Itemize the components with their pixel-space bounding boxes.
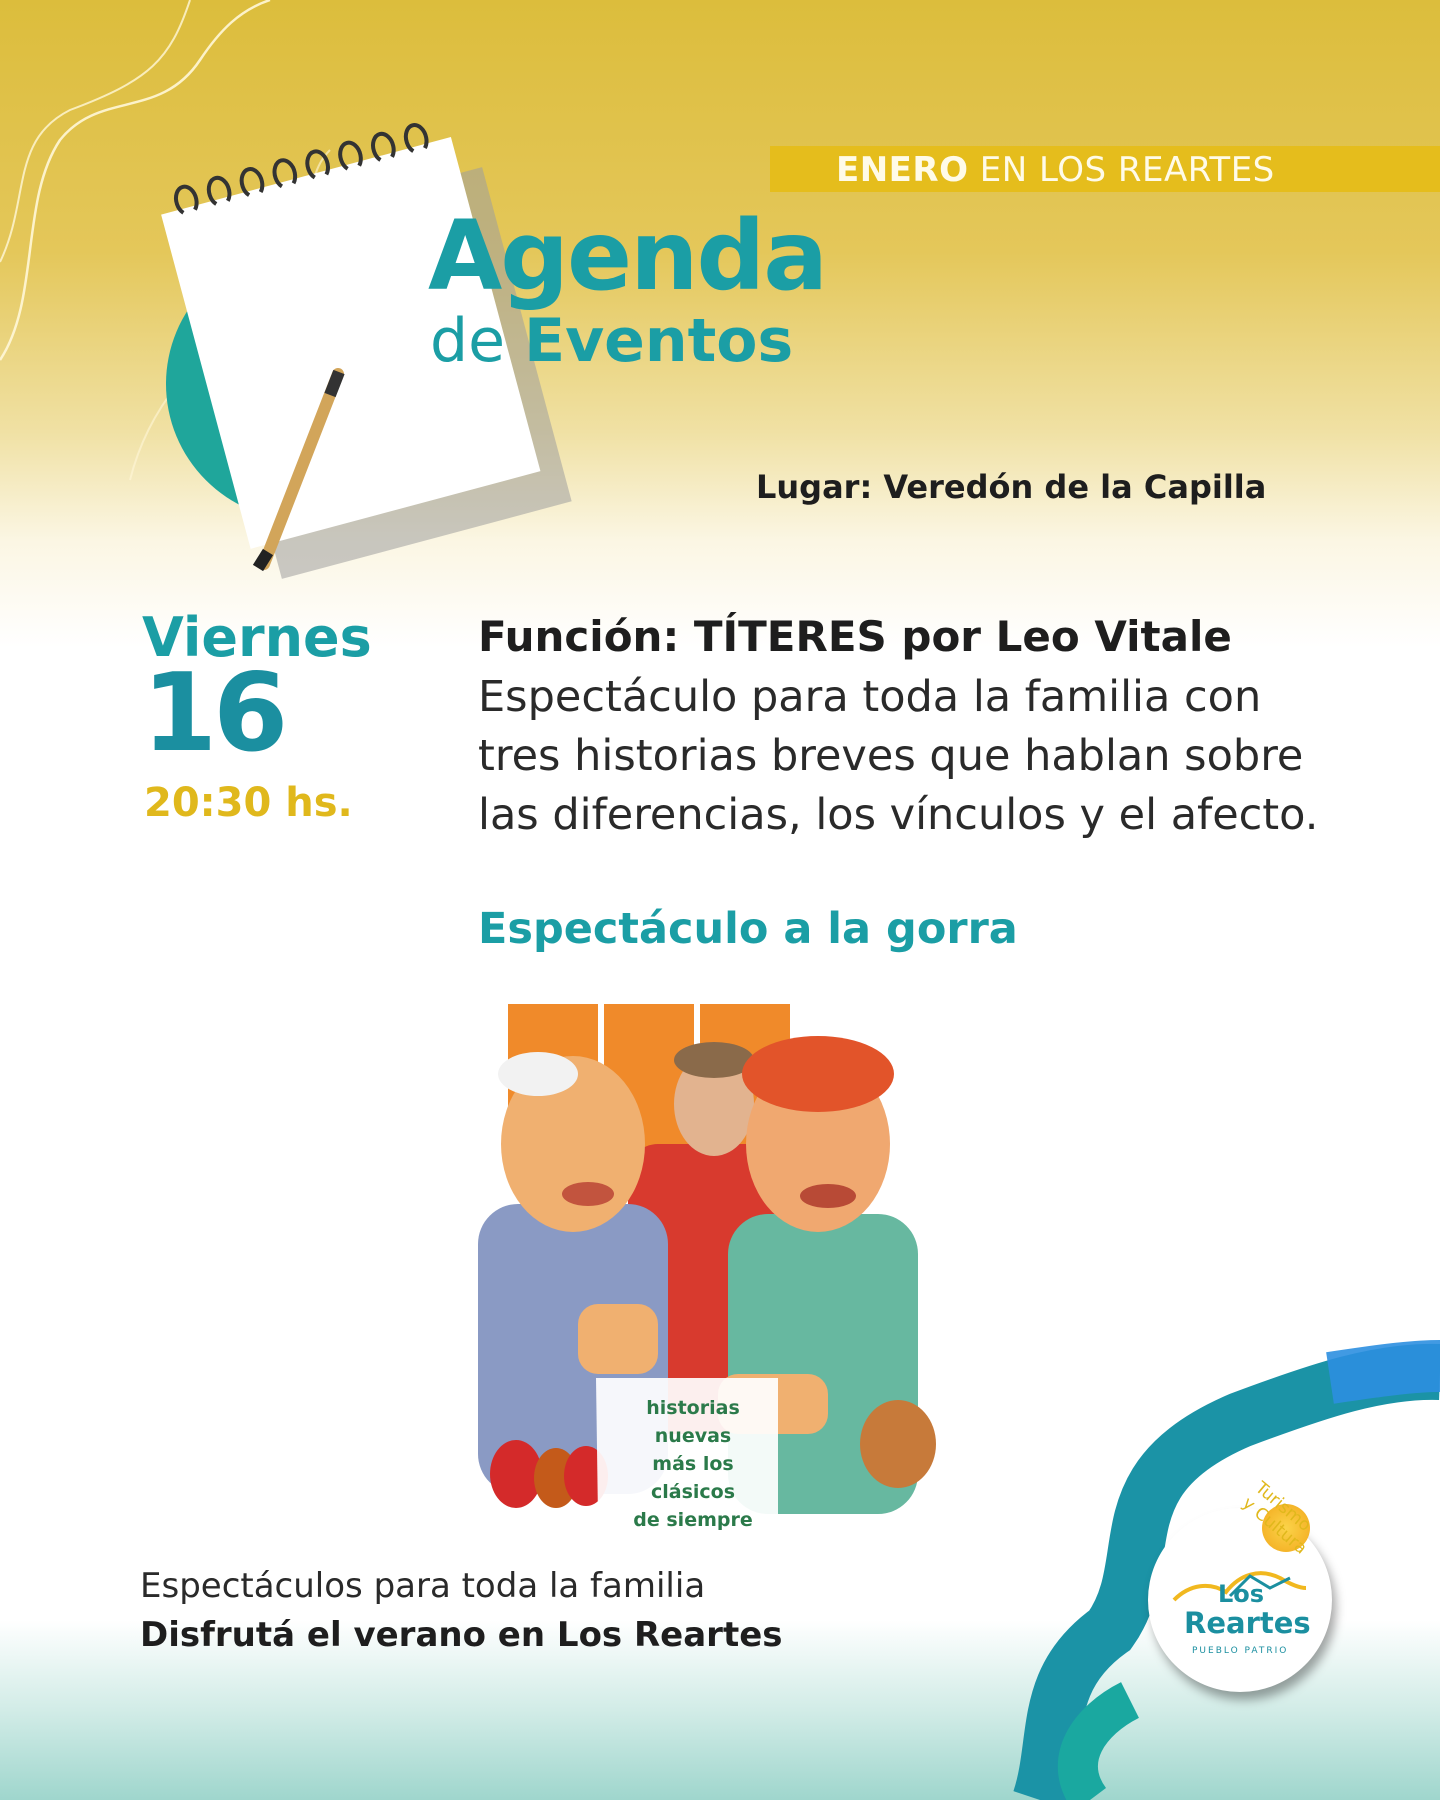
footer-line-2: Disfrutá el verano en Los Reartes — [140, 1615, 783, 1655]
logo-text-los: Los — [1218, 1580, 1265, 1608]
blue-swoosh — [1330, 1366, 1440, 1378]
wave-line-2 — [0, 0, 190, 262]
banner-month: ENERO — [836, 150, 969, 190]
subtitle-strong: Eventos — [524, 306, 794, 376]
event-note: Espectáculo a la gorra — [478, 904, 1018, 954]
event-title: Función: TÍTERES por Leo Vitale — [478, 612, 1232, 661]
dog-puppet — [860, 1400, 936, 1488]
poster-caption — [618, 1394, 768, 1534]
poster-caption-line: historias — [646, 1397, 740, 1419]
page-title: Agenda — [428, 200, 826, 312]
event-time: 20:30 hs. — [144, 780, 353, 826]
venue-label: Lugar: Veredón de la Capilla — [756, 468, 1267, 506]
logo-text-reartes: Reartes — [1184, 1606, 1311, 1640]
poster-caption-line: de siempre — [633, 1509, 753, 1531]
los-reartes-logo — [1148, 1478, 1344, 1704]
page-subtitle — [430, 306, 793, 376]
teal-swoosh-lower — [1078, 1700, 1130, 1800]
month-banner — [770, 146, 1440, 192]
banner-place: EN LOS REARTES — [968, 150, 1275, 190]
logo-subline: PUEBLO PATRIO — [1192, 1646, 1289, 1656]
event-day-number: 16 — [142, 651, 285, 776]
subtitle-prefix: de — [430, 306, 525, 376]
logo-tagline: Turismo y Cultura — [1238, 1478, 1315, 1559]
event-poster-image — [478, 1004, 954, 1531]
event-weekday: Viernes — [142, 606, 372, 669]
poster-caption-line: más los clásicos — [650, 1453, 736, 1503]
poster-caption-line: nuevas — [654, 1425, 732, 1447]
footer-line-1: Espectáculos para toda la familia — [140, 1566, 706, 1606]
event-description: Espectáculo para toda la familia con tres historias breves que hablan sobre las diferencias, los vínculos y el afecto. — [478, 672, 1319, 840]
